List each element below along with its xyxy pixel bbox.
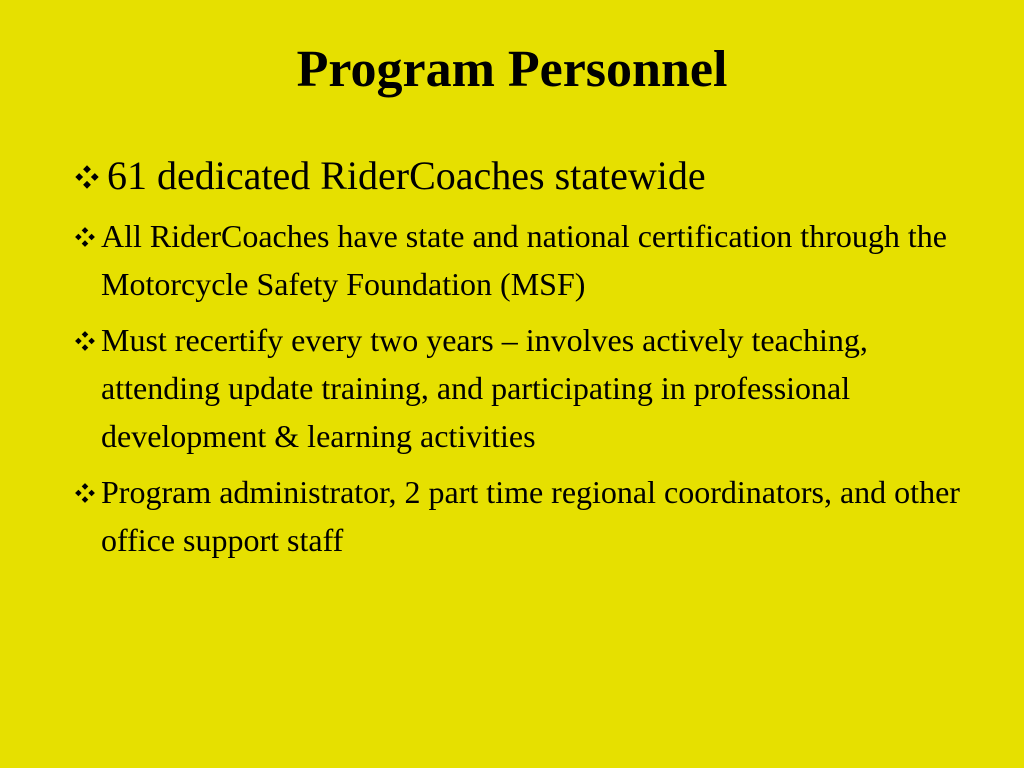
bullet-item xyxy=(74,468,974,564)
bullet-text: All RiderCoaches have state and national certification through the Motorcycle Safety Foundation (MSF) xyxy=(101,218,947,302)
diamond-quad-bullet-icon xyxy=(74,226,96,248)
bullet-list xyxy=(74,150,974,572)
bullet-item xyxy=(74,150,974,202)
bullet-text: Must recertify every two years – involves actively teaching, attending update training, and participating in professional development & learning activities xyxy=(101,322,868,454)
diamond-quad-bullet-icon xyxy=(74,482,96,504)
diamond-quad-bullet-icon xyxy=(74,164,100,190)
bullet-text: Program administrator, 2 part time regional coordinators, and other office support staff xyxy=(101,474,960,558)
bullet-text: 61 dedicated RiderCoaches statewide xyxy=(107,153,706,198)
slide-title: Program Personnel xyxy=(296,41,728,98)
bullet-item xyxy=(74,212,974,308)
bullet-item xyxy=(74,316,974,460)
diamond-quad-bullet-icon xyxy=(74,330,96,352)
